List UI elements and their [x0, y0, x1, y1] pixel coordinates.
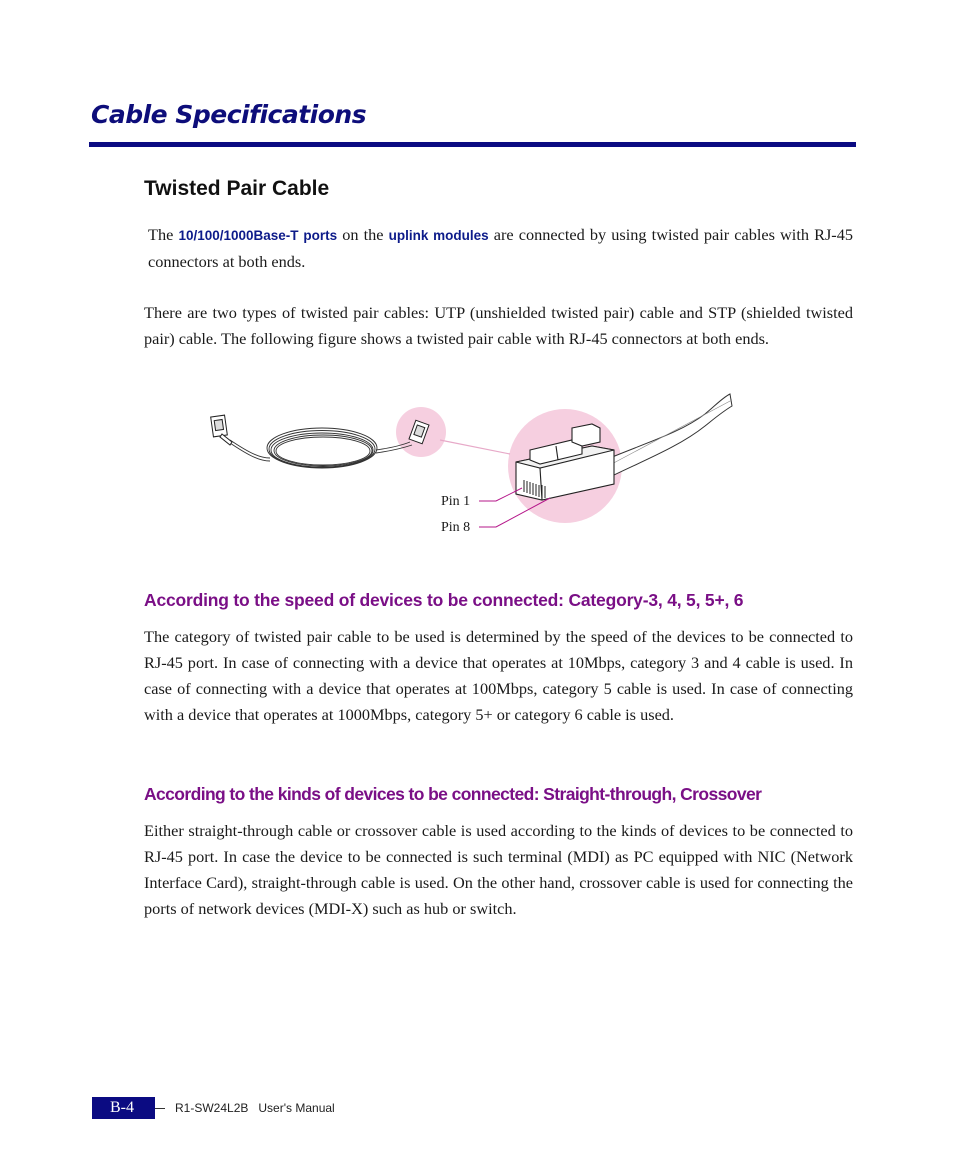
section-heading: Twisted Pair Cable [144, 177, 330, 200]
speed-subheading: According to the speed of devices to be connected: Category-3, 4, 5, 5+, 6 [144, 590, 744, 610]
twisted-pair-cable-illustration [200, 388, 760, 548]
footer-model: R1-SW24L2B [175, 1101, 249, 1115]
kinds-paragraph: Either straight-through cable or crossover cable is used according to the kinds of devices to be connected to RJ-45 port. In case the device to be connected is such terminal (MDI) as PC equipped with NIC (Network Interface Card), straight-through cable is used. On the other hand, crossover cable is used for connecting the ports of network devices (MDI-X) such as hub or switch. [144, 821, 853, 918]
cable-types-paragraph: There are two types of twisted pair cables: UTP (unshielded twisted pair) cable and STP (shielded twisted pair) cable. The following figure shows a twisted pair cable with RJ-45 connectors at both ends. [144, 303, 853, 348]
pin8-label: Pin 8 [441, 520, 471, 535]
intro-paragraph [148, 222, 853, 275]
footer-manual-label: User's Manual [258, 1101, 335, 1115]
flat-cable [605, 394, 732, 476]
intro-text-pre: The [148, 225, 179, 244]
intro-text-post: are connected by using twisted pair cables with RJ-45 connectors at both ends. [148, 225, 854, 271]
kinds-subheading: According to the kinds of devices to be connected: Straight-through, Crossover [144, 784, 762, 804]
zoom-link-line [440, 440, 510, 454]
pin1-label: Pin 1 [441, 494, 471, 509]
cable-figure [200, 388, 760, 548]
footer-divider [155, 1108, 165, 1109]
page-number-badge: B-4 [92, 1097, 155, 1119]
keyword-uplink-modules: uplink modules [388, 228, 489, 243]
intro-text-mid: on the [337, 225, 389, 244]
left-rj45-plug-icon [211, 415, 232, 445]
page-title: Cable Specifications [91, 100, 367, 129]
footer-manual-title [175, 1101, 335, 1115]
coiled-cable [230, 428, 412, 468]
speed-paragraph: The category of twisted pair cable to be used is determined by the speed of the devices to be connected to RJ-45 port. In case of connecting with a device that operates at 10Mbps, category 3 and 4 cable is used. In case of connecting with a device that operates at 100Mbps, category 5 cable is used. In case of connecting with a device that operates at 1000Mbps, category 5+ or category 6 cable is used. [144, 627, 853, 724]
keyword-ports: 10/100/1000Base-T ports [178, 228, 338, 243]
title-rule [89, 142, 856, 147]
